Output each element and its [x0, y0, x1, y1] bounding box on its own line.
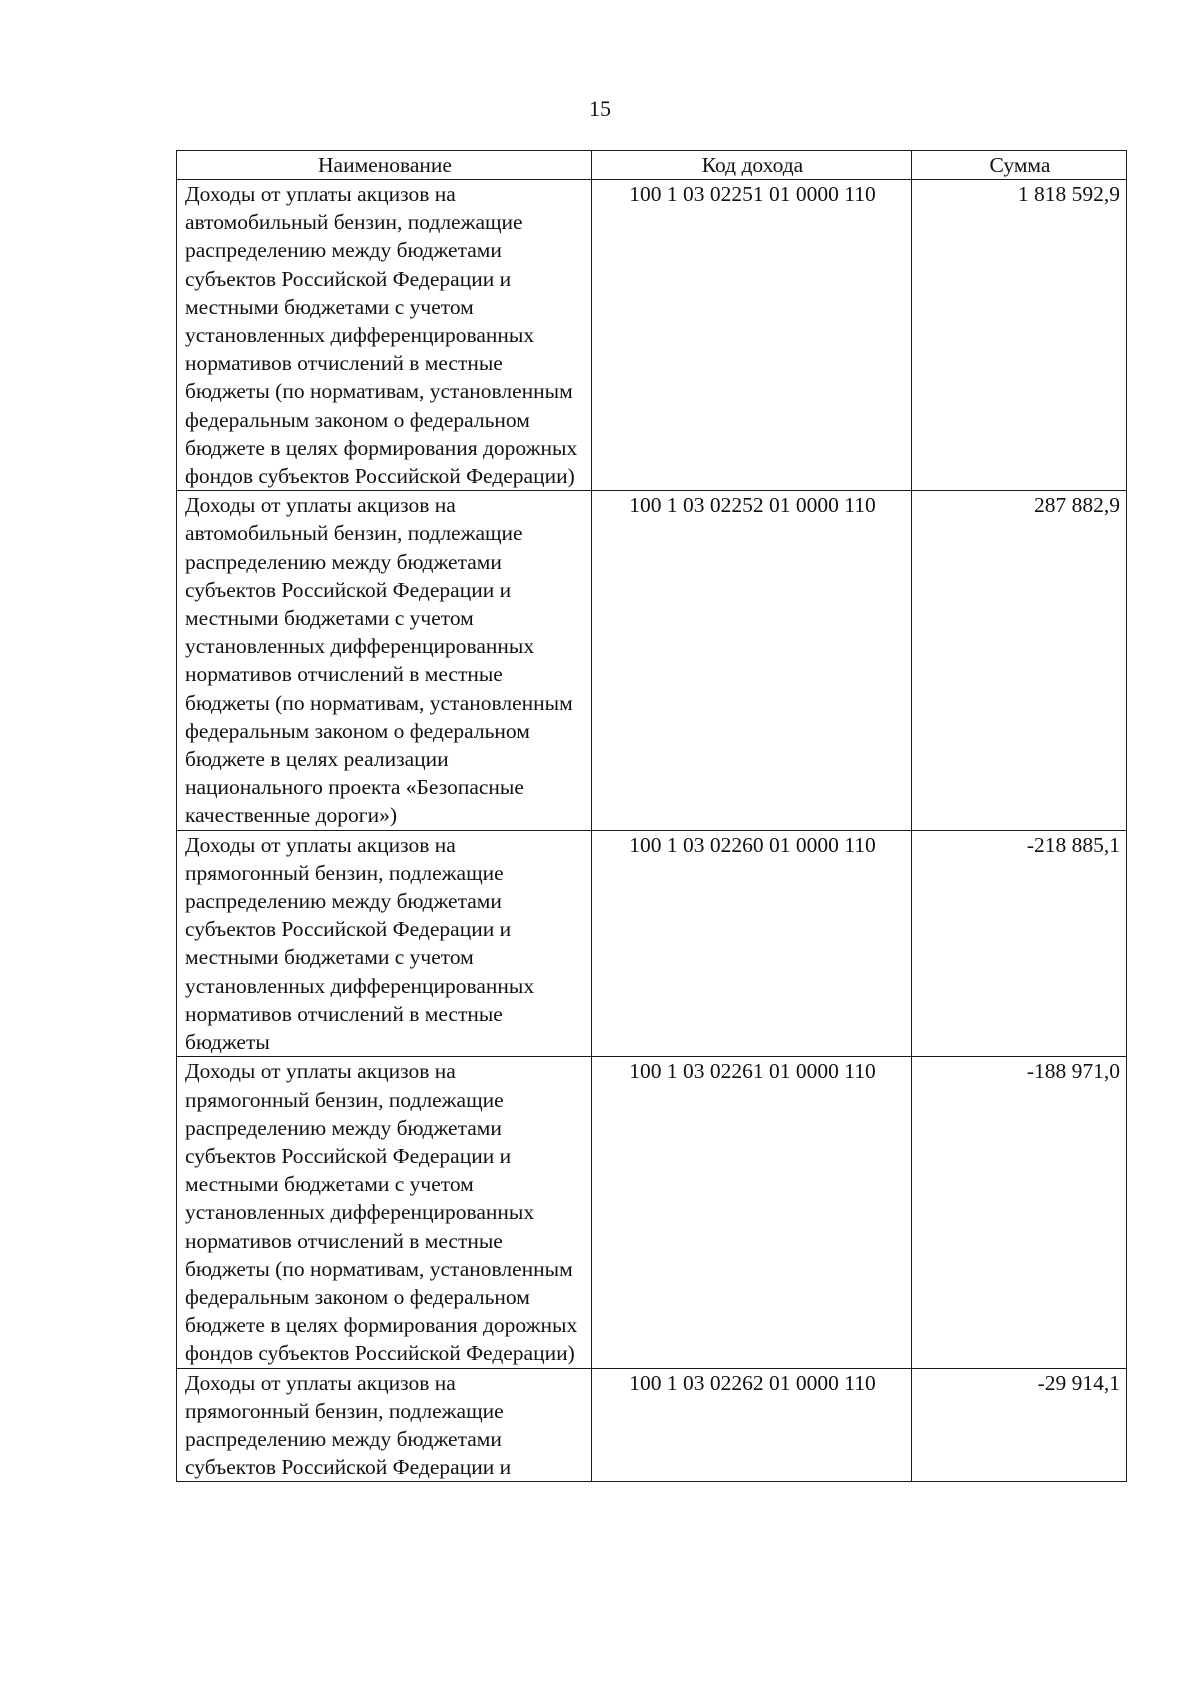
row-code: 100 1 03 02260 01 0000 110 — [592, 830, 912, 1057]
row-code: 100 1 03 02262 01 0000 110 — [592, 1368, 912, 1482]
row-name: Доходы от уплаты акцизов на автомобильный бензин, подлежащие распределению между бюджетами субъектов Российской Федерации и местными бюджетами с учетом установленных дифференцированных нормативов отчислений в местные бюджеты (по нормативам, установленным федеральным законом о федеральном бюджете в целях формирования дорожных фондов субъектов Российской Федерации) — [177, 180, 592, 491]
table-row — [177, 1057, 1127, 1368]
row-sum: -29 914,1 — [912, 1368, 1127, 1482]
header-sum: Сумма — [912, 151, 1127, 180]
revenue-table — [176, 150, 1127, 1482]
row-code: 100 1 03 02251 01 0000 110 — [592, 180, 912, 491]
header-name: Наименование — [177, 151, 592, 180]
row-sum: 1 818 592,9 — [912, 180, 1127, 491]
row-name: Доходы от уплаты акцизов на прямогонный бензин, подлежащие распределению между бюджетами субъектов Российской Федерации и местными бюджетами с учетом установленных дифференцированных нормативов отчислений в местные бюджеты (по нормативам, установленным федеральным законом о федеральном бюджете в целях формирования дорожных фондов субъектов Российской Федерации) — [177, 1057, 592, 1368]
row-name: Доходы от уплаты акцизов на автомобильный бензин, подлежащие распределению между бюджетами субъектов Российской Федерации и местными бюджетами с учетом установленных дифференцированных нормативов отчислений в местные бюджеты (по нормативам, установленным федеральным законом о федеральном бюджете в целях реализации национального проекта «Безопасные качественные дороги») — [177, 491, 592, 830]
row-code: 100 1 03 02261 01 0000 110 — [592, 1057, 912, 1368]
row-sum: -218 885,1 — [912, 830, 1127, 1057]
row-sum: 287 882,9 — [912, 491, 1127, 830]
row-name: Доходы от уплаты акцизов на прямогонный бензин, подлежащие распределению между бюджетами субъектов Российской Федерации и местными бюджетами с учетом установленных дифференцированных нормативов отчислений в местные бюджеты — [177, 830, 592, 1057]
table-row — [177, 180, 1127, 491]
table-row — [177, 1368, 1127, 1482]
table-row — [177, 491, 1127, 830]
header-code: Код дохода — [592, 151, 912, 180]
page-number: 15 — [589, 96, 611, 121]
table-row — [177, 830, 1127, 1057]
row-code: 100 1 03 02252 01 0000 110 — [592, 491, 912, 830]
row-sum: -188 971,0 — [912, 1057, 1127, 1368]
row-name: Доходы от уплаты акцизов на прямогонный бензин, подлежащие распределению между бюджетами субъектов Российской Федерации и — [177, 1368, 592, 1482]
table-header-row — [177, 151, 1127, 180]
